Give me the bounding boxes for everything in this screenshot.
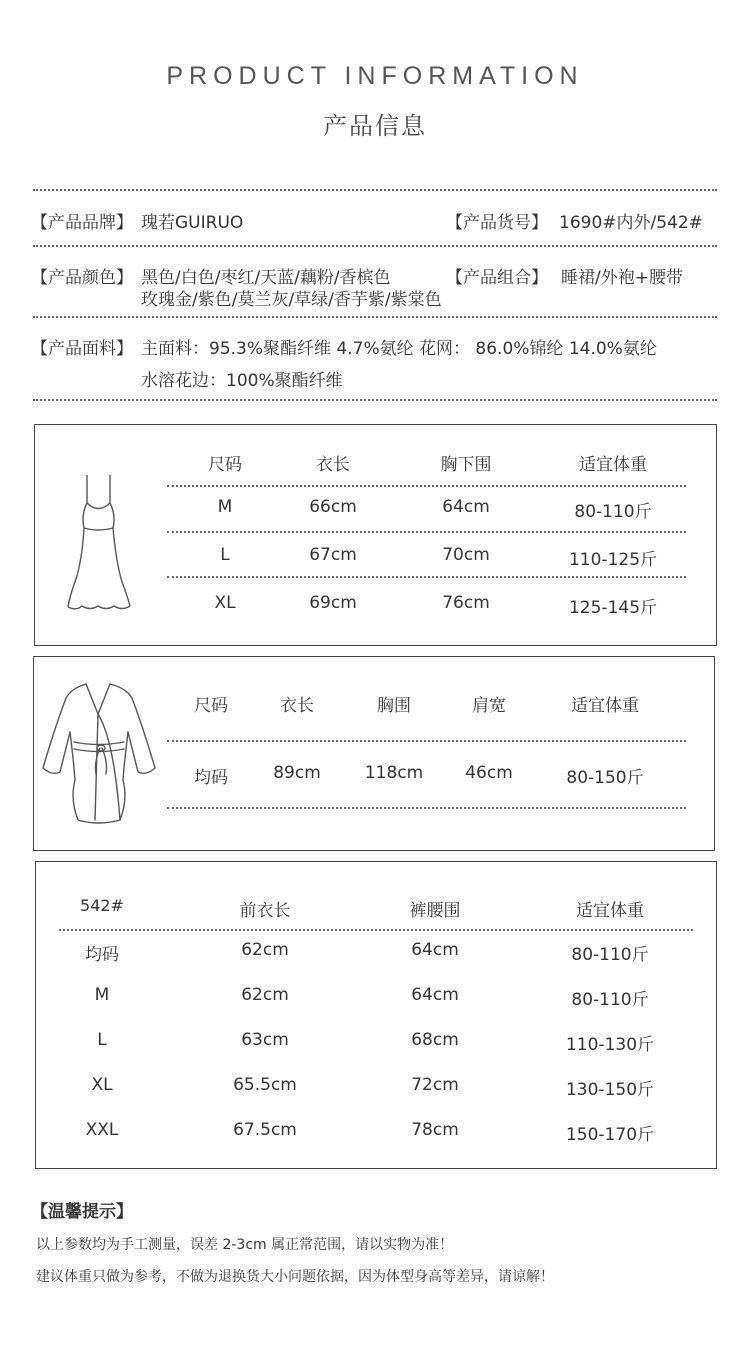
color-label: 【产品颜色】 [31,268,133,288]
t1-r1-underbust: 64cm [442,497,490,517]
t3-r3-weight: 110-130斤 [565,1035,655,1055]
t3-header-front-length: 前衣长 [239,901,291,921]
t3-r2-size: M [94,985,110,1005]
t3-r2-waist: 64cm [411,985,459,1005]
fabric-value-line2: 水溶花边：100%聚酯纤维 [141,371,343,391]
t1-header-weight: 适宜体重 [579,455,647,475]
slip-dress-icon [60,470,140,615]
t3-r3-waist: 68cm [411,1030,459,1050]
fabric-value-line1: 主面料：95.3%聚酯纤维 4.7%氨纶 花网： 86.0%锦纶 14.0%氨纶 [141,339,657,359]
color-value-line2: 玫瑰金/紫色/莫兰灰/草绿/香芋紫/紫棠色 [141,290,442,310]
combo-label: 【产品组合】 [446,268,548,288]
divider [33,316,717,318]
t3-r2-front-length: 62cm [241,985,289,1005]
fabric-label: 【产品面料】 [31,339,133,359]
t1-header-underbust: 胸下围 [440,455,492,475]
t3-r1-front-length: 62cm [241,940,289,960]
t3-r3-size: L [97,1030,107,1050]
t2-r1-bust: 118cm [364,763,424,783]
t1-r2-underbust: 70cm [442,545,490,565]
robe-icon [40,680,158,828]
t1-r2-size: L [220,545,230,565]
t3-r2-weight: 80-110斤 [571,990,649,1010]
t2-header-shoulder: 肩宽 [472,696,506,716]
tips-heading: 【温馨提示】 [31,1202,133,1222]
divider [167,740,686,742]
page-title-en: PRODUCT INFORMATION [166,62,584,90]
t3-header-weight: 适宜体重 [576,901,644,921]
t3-r5-front-length: 67.5cm [233,1120,297,1140]
tips-line-2: 建议体重只做为参考，不做为退换货大小问题依据，因为体型身高等差异，请谅解！ [36,1269,554,1285]
t3-r1-weight: 80-110斤 [571,945,649,965]
combo-value: 睡裙/外袍+腰带 [561,268,683,288]
t3-r5-weight: 150-170斤 [565,1125,655,1145]
divider [33,189,717,191]
sku-value: 1690#内外/542# [559,213,703,233]
tips-line-1: 以上参数均为手工测量，误差 2-3cm 属正常范围，请以实物为准！ [36,1237,454,1253]
t1-r3-size: XL [214,593,236,613]
t1-header-length: 衣长 [316,455,350,475]
t2-r1-size: 均码 [194,768,228,788]
t1-r2-length: 67cm [309,545,357,565]
t1-r3-weight: 125-145斤 [568,598,658,618]
t3-r5-waist: 78cm [411,1120,459,1140]
t1-r3-length: 69cm [309,593,357,613]
divider [167,485,686,487]
t2-r1-length: 89cm [273,763,321,783]
t3-r1-waist: 64cm [411,940,459,960]
t1-header-size: 尺码 [208,455,242,475]
brand-label: 【产品品牌】 [31,213,133,233]
t3-r5-size: XXL [85,1120,119,1140]
t2-header-size: 尺码 [194,696,228,716]
t2-r1-shoulder: 46cm [465,763,513,783]
t3-r1-size: 均码 [85,945,119,965]
t1-r1-length: 66cm [309,497,357,517]
page-title-cn: 产品信息 [323,112,427,140]
color-value-line1: 黑色/白色/枣红/天蓝/藕粉/香槟色 [141,268,391,288]
t3-r4-size: XL [91,1075,113,1095]
t2-r1-weight: 80-150斤 [566,768,644,788]
divider [33,399,717,401]
t3-header-waist: 裤腰围 [409,901,461,921]
t3-r4-front-length: 65.5cm [233,1075,297,1095]
t3-header-model: 542# [80,896,124,915]
brand-value: 瑰若GUIRUO [141,213,244,233]
t2-header-bust: 胸围 [377,696,411,716]
divider [167,531,686,533]
t3-r4-weight: 130-150斤 [565,1080,655,1100]
t3-r4-waist: 72cm [411,1075,459,1095]
t1-r2-weight: 110-125斤 [568,550,658,570]
t3-r3-front-length: 63cm [241,1030,289,1050]
sku-label: 【产品货号】 [446,213,548,233]
divider [33,245,717,247]
divider [59,929,693,931]
t1-r3-underbust: 76cm [442,593,490,613]
t2-header-weight: 适宜体重 [571,696,639,716]
divider [167,807,686,809]
t2-header-length: 衣长 [280,696,314,716]
t1-r1-size: M [217,497,233,517]
divider [167,576,686,578]
t1-r1-weight: 80-110斤 [574,502,652,522]
